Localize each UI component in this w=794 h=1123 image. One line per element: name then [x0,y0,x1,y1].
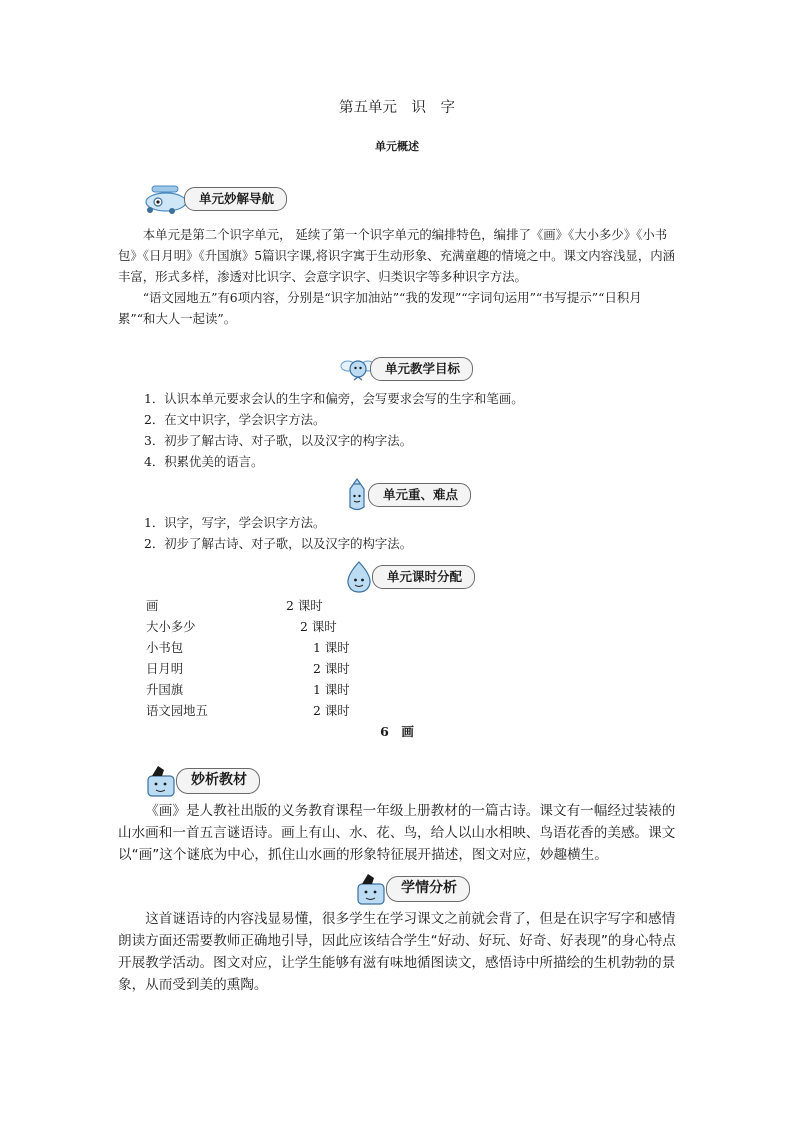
textbook-paragraph-text: 《画》是人教社出版的义务教育课程一年级上册教材的一篇古诗。课文有一幅经过装裱的山水画和一首五言谜语诗。画上有山、水、花、鸟，给人以山水相映、鸟语花香的美感。课文以“画”这个谜底为中心，抓住山水画的形象特征展开描述，图文对应，妙趣横生。 [118,803,676,863]
schedule-lesson: 小书包 [146,640,184,655]
schedule-hours: 2 课时 [313,661,350,676]
section-badge-label: 单元课时分配 [372,565,475,589]
section-badge-label: 妙析教材 [176,768,260,794]
nav-paragraph-1: 本单元是第二个识字单元， 延续了第一个识字单元的编排特色，编排了《画》《大小多少》《小书包》《日月明》《升国旗》5篇识字课,将识字寓于生动形象、充满童趣的情境之中。课文内容浅显，内涵丰富，形式多样，渗透对比识字、会意字识字、归类识字等多种识字方法。 [118,227,675,284]
schedule-lesson: 语文园地五 [146,703,208,718]
section-badge-label: 单元妙解导航 [184,187,287,211]
nav-paragraph-2: “语文园地五”有6项内容，分别是“识字加油站”“我的发现”“字词句运用”“书写提示”“日积月累”“和大人一起读”。 [118,290,642,326]
key-list [144,512,664,554]
goal-item: 3．初步了解古诗、对子歌，以及汉字的构字法。 [144,433,413,448]
section-badge-schedule [340,560,475,594]
schedule-lesson: 日月明 [146,661,184,676]
section-badge-label: 学情分析 [386,876,470,902]
goals-list [144,388,664,472]
students-paragraph-text: 这首谜语诗的内容浅显易懂，很多学生在学习课文之前就会背了，但是在识字写字和感情朗读方面还需要教师正确地引导，因此应该结合学生“好动、好玩、好奇、好表现”的身心特点开展教学活动。图文对应，让学生能够有滋有味地循图读文，感悟诗中所描绘的生机勃勃的景象，从而受到美的熏陶。 [118,911,676,993]
schedule-lesson: 画 [146,598,159,613]
lesson-title: 6 画 [380,724,414,739]
section-badge-textbook [142,764,260,798]
goal-item: 1．认识本单元要求会认的生字和偏旁，会写要求会写的生字和笔画。 [144,391,524,406]
key-item: 2．初步了解古诗、对子歌，以及汉字的构字法。 [144,536,413,551]
schedule-hours: 2 课时 [286,598,323,613]
page-title: 第五单元 识 字 [339,100,455,116]
section-badge-key [340,478,471,512]
section-badge-label: 单元教学目标 [370,357,473,381]
schedule-lesson: 大小多少 [146,619,196,634]
schedule-hours: 1 课时 [313,640,350,655]
schedule-lesson: 升国旗 [146,682,184,697]
goal-item: 4．积累优美的语言。 [144,454,264,469]
students-paragraph [118,908,678,996]
schedule-hours: 2 课时 [313,703,350,718]
nav-paragraphs [118,224,676,329]
textbook-paragraph [118,800,678,866]
goal-item: 2．在文中识字，学会识字方法。 [144,412,326,427]
section-badge-label: 单元重、难点 [368,483,471,507]
section-badge-goals [340,352,473,386]
schedule-hours: 2 课时 [300,619,337,634]
airplane-mascot-icon [142,182,190,216]
page-subtitle: 单元概述 [375,140,419,153]
schedule-hours: 1 课时 [313,682,350,697]
key-item: 1．识字，写字，学会识字方法。 [144,515,326,530]
section-badge-nav [142,182,287,216]
section-badge-students [352,872,470,906]
